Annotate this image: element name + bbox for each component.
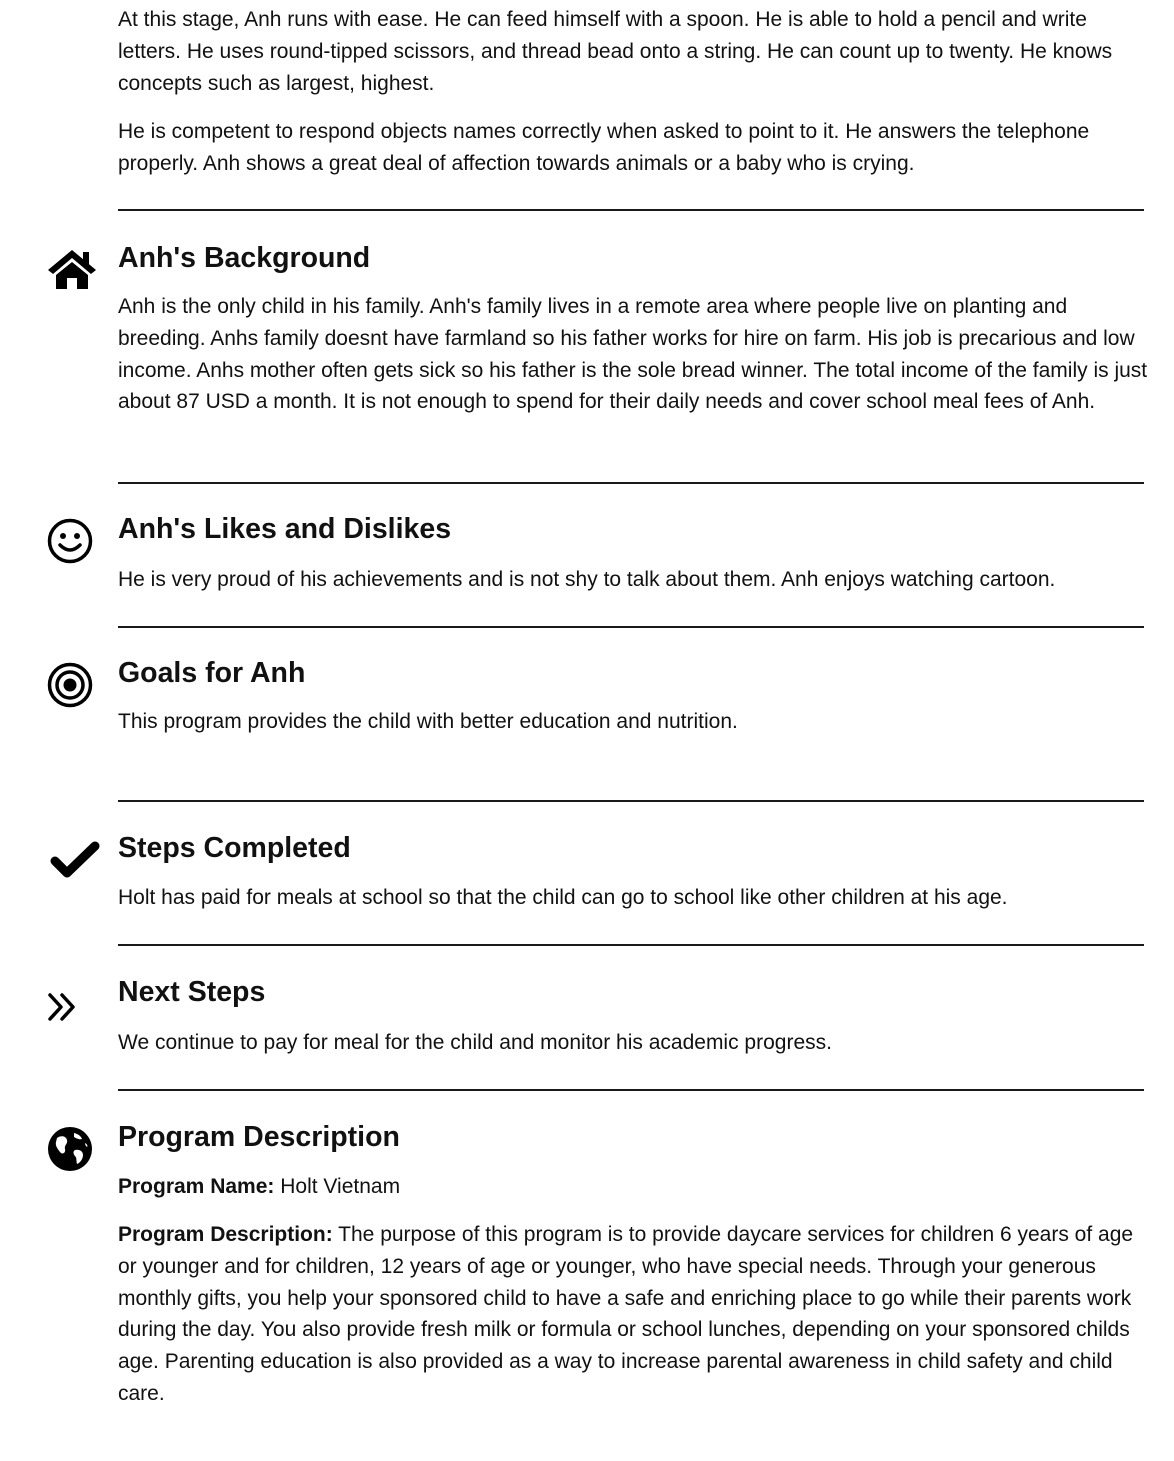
intro-paragraph-2: He is competent to respond objects names correctly when asked to point to it. He answers the telephone properly. Anh shows a great deal of affection towards animals or a baby who is crying. xyxy=(118,120,1090,175)
target-icon xyxy=(47,662,93,708)
section-divider xyxy=(118,482,1144,484)
section-divider xyxy=(118,1089,1144,1091)
section-title-next-steps: Next Steps xyxy=(118,976,266,1008)
section-text-goals: This program provides the child with better education and nutrition. xyxy=(118,710,738,733)
checkmark-icon xyxy=(50,840,100,880)
program-description-paragraph xyxy=(118,1219,1148,1410)
section-title-steps-completed: Steps Completed xyxy=(118,832,351,864)
program-description-label: Program Description: xyxy=(118,1223,333,1246)
section-text-background: Anh is the only child in his family. Anh's family lives in a remote area where people live on planting and breeding. Anhs family doesnt have farmland so his father works for hire on farm. His job is precarious and low income. Anhs mother often gets sick so his father is the sole bread winner. The total income of the family is just about 87 USD a month. It is not enough to spend for their daily needs and cover school meal fees of Anh. xyxy=(118,295,1148,414)
section-title-goals: Goals for Anh xyxy=(118,657,306,689)
section-divider xyxy=(118,944,1144,946)
double-chevron-right-icon xyxy=(46,990,80,1024)
section-title-program: Program Description xyxy=(118,1121,400,1153)
intro-paragraph-1: At this stage, Anh runs with ease. He can feed himself with a spoon. He is able to hold a pencil and write letters. He uses round-tipped scissors, and thread bead onto a string. He can count up to twenty. He knows concepts such as largest, highest. xyxy=(118,8,1113,95)
section-divider xyxy=(118,626,1144,628)
program-name-value: Holt Vietnam xyxy=(274,1175,401,1198)
program-description-value: The purpose of this program is to provide daycare services for children 6 years of age or younger and for children, 12 years of age or younger, who have special needs. Through your generous monthly gifts, you help your sponsored child to have a safe and enriching place to go while their parents work during the day. You also provide fresh milk or formula or school lunches, depending on your sponsored childs age. Parenting education is also provided as a way to increase parental awareness in child safety and child care. xyxy=(118,1223,1134,1405)
section-title-likes: Anh's Likes and Dislikes xyxy=(118,513,452,545)
smiley-icon xyxy=(47,518,93,564)
section-text-next-steps: We continue to pay for meal for the child and monitor his academic progress. xyxy=(118,1031,832,1054)
section-divider xyxy=(118,209,1144,211)
section-divider xyxy=(118,800,1144,802)
globe-icon xyxy=(47,1126,93,1172)
section-title-background: Anh's Background xyxy=(118,242,371,274)
section-text-likes: He is very proud of his achievements and is not shy to talk about them. Anh enjoys watching cartoon. xyxy=(118,568,1056,591)
program-name-line xyxy=(118,1171,1148,1203)
program-name-label: Program Name: xyxy=(118,1175,275,1198)
section-text-steps-completed: Holt has paid for meals at school so that the child can go to school like other children at his age. xyxy=(118,886,1008,909)
home-icon xyxy=(47,248,97,290)
